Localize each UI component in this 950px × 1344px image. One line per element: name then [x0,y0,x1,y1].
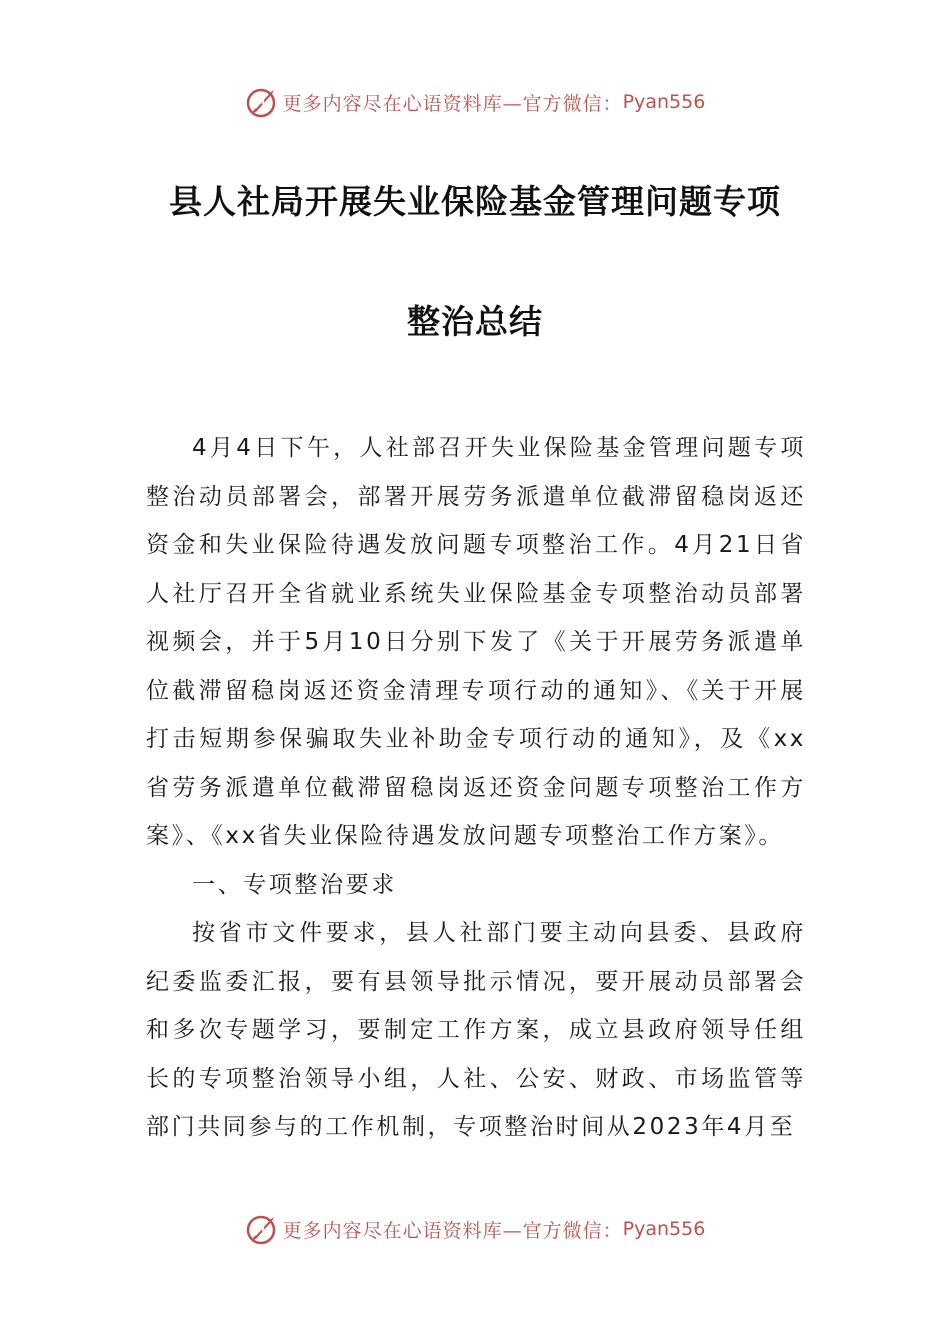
watermark-text: 更多内容尽在心语资料库—官方微信： [282,1219,623,1242]
paragraph-requirements: 按省市文件要求，县人社部门要主动向县委、县政府纪委监委汇报，要有县领导批示情况，要开展动员部署会和多次专题学习，要制定工作方案，成立县政府领导任组长的专项整治领导小组，人社、公安、财政、市场监管等部门共同参与的工作机制，专项整治时间从2023年4月至 [146,920,806,1140]
section-heading-requirements: 一、专项整治要求 [192,871,397,898]
quill-logo-icon [245,85,279,119]
document-title-line-1: 县人社局开展失业保险基金管理问题专项 [169,182,781,221]
paragraph-intro: 4月4日下午，人社部召开失业保险基金管理问题专项整治动员部署会，部署开展劳务派遣单位截滞留稳岗返还资金和失业保险待遇发放问题专项整治工作。4月21日省人社厅召开全省就业系统失业保险基金专项整治动员部署视频会，并于5月10日分别下发了《关于开展劳务派遣单位截滞留稳岗返还资金清理专项行动的通知》、《关于开展打击短期参保骗取失业补助金专项行动的通知》，及《xx省劳务派遣单位截滞留稳岗返还资金问题专项整治工作方案》、《xx省失业保险待遇发放问题专项整治工作方案》。 [146,435,806,849]
document-body [146,424,806,1152]
document-title-line-2: 整治总结 [407,302,543,341]
header-watermark [0,82,950,122]
watermark-text: 更多内容尽在心语资料库—官方微信： [282,92,623,115]
quill-logo-icon [245,1212,279,1246]
watermark-wechat-id: Pyan556 [622,91,706,113]
footer-watermark [0,1209,950,1249]
watermark-wechat-id: Pyan556 [622,1218,706,1240]
